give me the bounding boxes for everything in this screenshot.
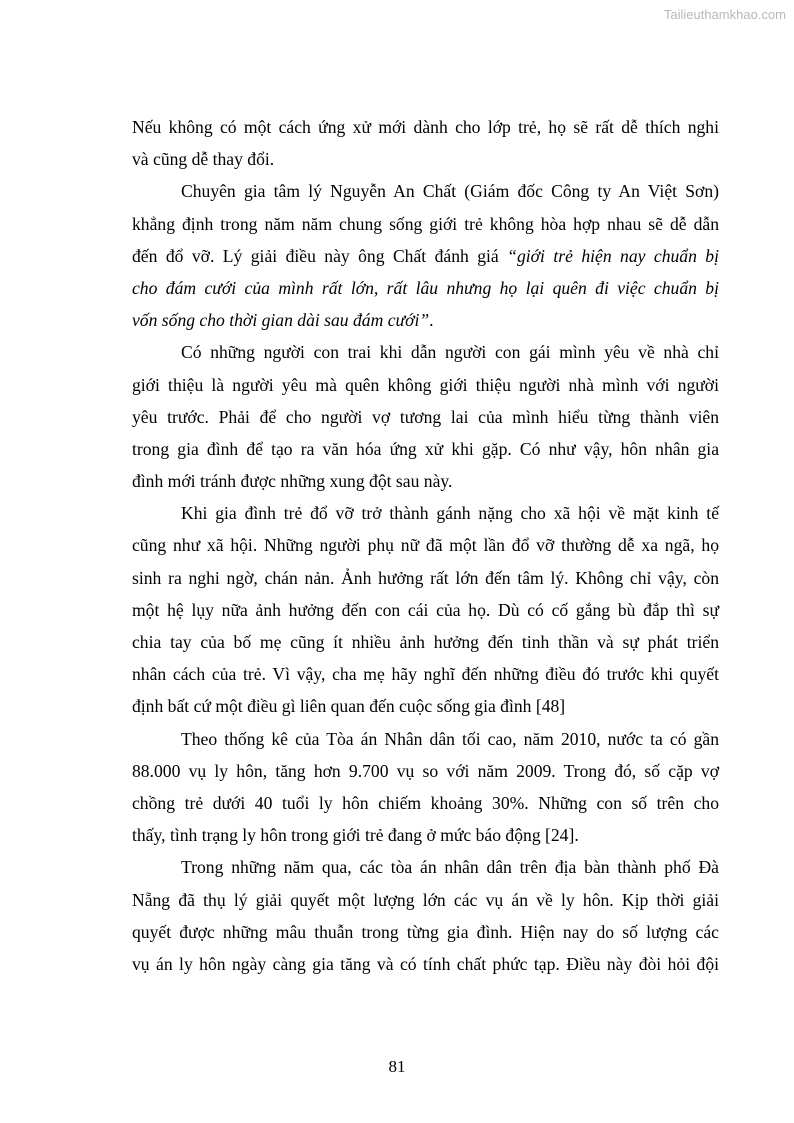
- paragraph-line: chồng trẻ dưới 40 tuổi ly hôn chiếm khoảng 30%. Những con số trên cho: [132, 792, 719, 813]
- page-number: 81: [388, 1057, 406, 1076]
- paragraph-line: nhân cách của trẻ. Vì vậy, cha mẹ hãy nghĩ đến những điều đó trước khi quyết: [132, 664, 719, 685]
- paragraph-line: một hệ lụy nữa ảnh hưởng đến con cái của họ. Dù có cố gắng bù đắp thì sự: [132, 599, 719, 620]
- paragraph-line: vụ án ly hôn ngày càng gia tăng và có tính chất phức tạp. Điều này đòi hỏi đội: [132, 953, 719, 974]
- paragraph-line: 88.000 vụ ly hôn, tăng hơn 9.700 vụ so với năm 2009. Trong đó, số cặp vợ: [132, 760, 719, 781]
- paragraph-line: Khi gia đình trẻ đổ vỡ trở thành gánh nặng cho xã hội về mặt kinh tế: [181, 503, 719, 524]
- paragraph-line: quyết được những mâu thuẫn trong từng gia đình. Hiện nay do số lượng các: [132, 921, 719, 942]
- paragraph-line: giới thiệu là người yêu mà quên không giới thiệu người nhà mình với người: [132, 374, 719, 395]
- watermark: Tailieuthamkhao.com: [663, 7, 786, 22]
- paragraph-line: cũng như xã hội. Những người phụ nữ đã một lần đổ vỡ thường dễ xa ngã, họ: [132, 535, 719, 556]
- paragraph-line: sinh ra nghi ngờ, chán nản. Ảnh hưởng rất lớn đến tâm lý. Không chỉ vậy, còn: [132, 567, 719, 588]
- quote-run: vốn sống cho thời gian dài sau đám cưới”: [132, 310, 430, 331]
- paragraph-line: [132, 304, 719, 336]
- paragraph-line: thấy, tình trạng ly hôn trong giới trẻ đang ở mức báo động [24].: [132, 825, 579, 846]
- text-run: .: [429, 310, 434, 331]
- paragraph-line: khẳng định trong năm năm chung sống giới trẻ không hòa hợp nhau sẽ dễ dẫn: [132, 213, 719, 234]
- paragraph-line: Nếu không có một cách ứng xử mới dành cho lớp trẻ, họ sẽ rất dễ thích nghi: [132, 117, 719, 137]
- document-body: [132, 111, 719, 980]
- paragraph-line: Nẵng đã thụ lý giải quyết một lượng lớn các vụ án về ly hôn. Kịp thời giải: [132, 889, 719, 910]
- paragraph-line: và cũng dễ thay đổi.: [132, 149, 275, 170]
- paragraph-line: Chuyên gia tâm lý Nguyễn An Chất (Giám đốc Công ty An Việt Sơn): [181, 181, 719, 202]
- quote-run: “giới trẻ hiện nay chuẩn bị: [507, 245, 719, 266]
- paragraph-line: Trong những năm qua, các tòa án nhân dân trên địa bàn thành phố Đà: [181, 857, 719, 878]
- paragraph-line: chia tay của bố mẹ cũng ít nhiều ảnh hưởng đến tinh thần và sự phát triển: [132, 632, 719, 652]
- paragraph-line: [132, 240, 719, 272]
- paragraph-line: yêu trước. Phải để cho người vợ tương lai của mình hiểu từng thành viên: [132, 406, 719, 427]
- quote-run: cho đám cưới của mình rất lớn, rất lâu nhưng họ lại quên đi việc chuẩn bị: [132, 277, 719, 298]
- text-run: đến đổ vỡ. Lý giải điều này ông Chất đánh giá: [132, 245, 508, 266]
- paragraph-line: Có những người con trai khi dẫn người con gái mình yêu về nhà chỉ: [181, 342, 719, 363]
- paragraph-line: đình mới tránh được những xung đột sau này.: [132, 471, 453, 492]
- paragraph-line: Theo thống kê của Tòa án Nhân dân tối cao, năm 2010, nước ta có gần: [181, 728, 719, 749]
- paragraph-line: định bất cứ một điều gì liên quan đến cuộc sống gia đình [48]: [132, 696, 566, 717]
- paragraph-line: [132, 272, 719, 304]
- paragraph-line: trong gia đình để tạo ra văn hóa ứng xử khi gặp. Có như vậy, hôn nhân gia: [132, 438, 719, 459]
